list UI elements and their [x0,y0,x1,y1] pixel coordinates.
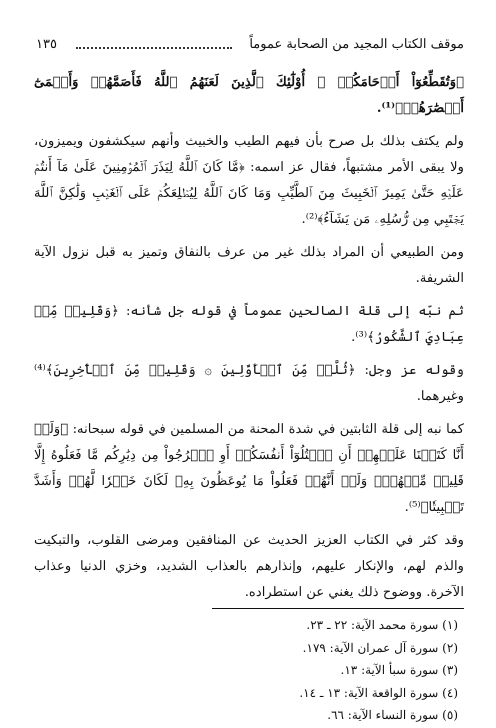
body-paragraph: وقوله عز وجل: ﴿ثُلَّةٞ مِّنَ ٱلۡأَوَّلِينَ ۞ وَقَلِيلٞ مِّنَ ٱلۡأٓخِرِينَ﴾⁽⁴⁾ وغيرهما. [34,363,464,404]
page-body [34,70,464,613]
footnote-separator [212,608,464,609]
running-header [34,34,464,56]
body-paragraph: كما نبه إلى قلة الثابتين في شدة المحنة من المسلمين في قوله سبحانه: ﴿وَلَوۡ أَنَّا كَتَبۡنَا عَلَيۡهِمۡ أَنِ ٱقۡتُلُوٓاْ أَنفُسَكُمۡ أَوِ ٱخۡرُجُواْ مِن دِيَٰرِكُم مَّا فَعَلُوهُ إِلَّا قَلِيلٞ مِّنۡهُمۡۖ وَلَوۡ أَنَّهُمۡ فَعَلُواْ مَا يُوعَظُونَ بِهِۦ لَكَانَ خَيۡرٗا لَّهُمۡ وَأَشَدَّ تَثۡبِيتٗا﴾⁽⁵⁾. [34,422,464,515]
book-page [34,30,464,723]
verse-paragraph: ﴿وَتُقَطِّعُوٓاْ أَرۡحَامَكُمۡ ۞ أُوْلَٰٓئِكَ ٱلَّذِينَ لَعَنَهُمُ ٱللَّهُ فَأَصَمَّهُمۡ وَأَعۡمَىٰٓ أَبۡصَٰرَهُمۡ﴾⁽¹⁾. [34,75,464,116]
footnotes [34,614,458,727]
leader-dots [76,47,232,49]
footnote: (٤) سورة الواقعة الآية: ١٣ ـ ١٤. [299,685,458,700]
footnote: (٢) سورة آل عمران الآية: ١٧٩. [302,640,458,655]
footnote: (٥) سورة النساء الآية: ٦٦. [327,708,458,723]
body-paragraph: وقد كثر في الكتاب العزيز الحديث عن المنافقين ومرضى القلوب، والتبكيت والذم لهم، والإنكار عليهم، وإنذارهم بالعذاب الشديد، وخزي الدنيا وعذاب الآخرة. ووضوح ذلك يغني عن استطراده. [34,533,464,600]
body-paragraph: ومن الطبيعي أن المراد بذلك غير من عرف بالنفاق وتميز به قبل نزول الآية الشريفة. [34,245,464,286]
running-title: موقف الكتاب المجيد من الصحابة عموماً [249,37,464,52]
footnote: (٣) سورة سبأ الآية: ١٣. [340,663,458,678]
body-paragraph: ولم يكتف بذلك بل صرح بأن فيهم الطيب والخبيث وأنهم سيكشفون ويميزون، ولا يبقى الأمر مشتبهاً، فقال عز اسمه: ﴿مَّا كَانَ ٱللَّهُ لِيَذَرَ ٱلۡمُؤۡمِنِينَ عَلَىٰ مَآ أَنتُمۡ عَلَيۡهِ حَتَّىٰ يَمِيزَ ٱلۡخَبِيثَ مِنَ ٱلطَّيِّبِ وَمَا كَانَ ٱللَّهُ لِيُطۡلِعَكُمۡ عَلَى ٱلۡغَيۡبِ وَلَٰكِنَّ ٱللَّهَ يَجۡتَبِي مِن رُّسُلِهِۦ مَن يَشَآءُ﴾⁽²⁾. [34,134,464,227]
footnote: (١) سورة محمد الآية: ٢٢ ـ ٢٣. [306,618,458,632]
body-paragraph: ثم نبّه إلى قلة الصالحين عموماً في قوله جل شأنه: ﴿وَقَلِيلٞ مِّنۡ عِبَادِيَ ٱلشَّكُورُ﴾⁽³⁾. [34,304,464,345]
page-number: ١٣٥ [36,37,57,52]
